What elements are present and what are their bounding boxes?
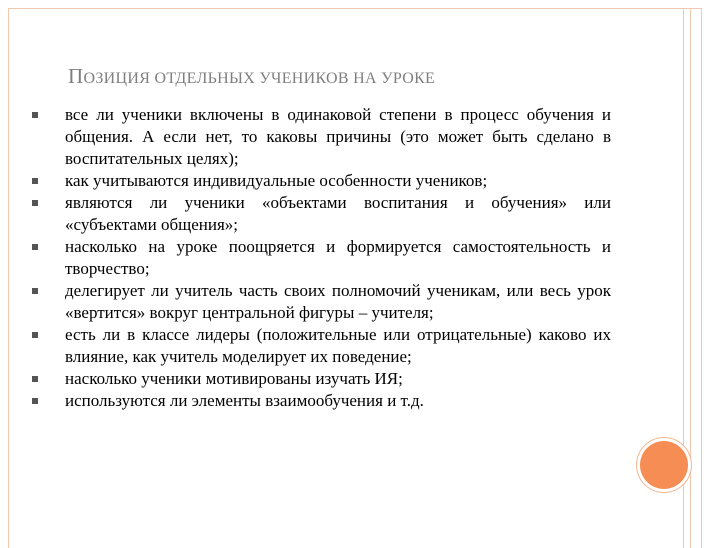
- list-item-text: насколько ученики мотивированы изучать ИЯ;: [65, 369, 403, 388]
- list-item-text: все ли ученики включены в одинаковой степени в процесс обучения и общения. А если нет, то каковы причины (это может быть сделано в воспитательных целях);: [65, 105, 611, 168]
- list-item-text: делегирует ли учитель часть своих полномочий ученикам, или весь урок «вертится» вокруг центральной фигуры – учителя;: [65, 281, 611, 322]
- bullet-icon: [32, 244, 38, 250]
- list-item: [65, 280, 611, 324]
- bullet-icon: [32, 200, 38, 206]
- bullet-icon: [32, 398, 38, 404]
- bullet-list: [65, 104, 611, 412]
- list-item: [65, 390, 611, 412]
- list-item-text: есть ли в классе лидеры (положительные или отрицательные) каково их влияние, как учитель моделирует их поведение;: [65, 325, 611, 366]
- title-first-letter: П: [68, 64, 84, 88]
- list-item-text: являются ли ученики «объектами воспитания и обучения» или «субъектами общения»;: [65, 193, 611, 234]
- list-item: [65, 104, 611, 170]
- list-item: [65, 236, 611, 280]
- list-item: [65, 192, 611, 236]
- list-item: [65, 368, 611, 390]
- bullet-icon: [32, 376, 38, 382]
- bullet-icon: [32, 112, 38, 118]
- bullet-icon: [32, 178, 38, 184]
- list-item-text: как учитываются индивидуальные особенности учеников;: [65, 171, 488, 190]
- slide-title: [68, 64, 628, 89]
- list-item: [65, 170, 611, 192]
- decorative-circle: [640, 441, 688, 489]
- list-item-text: используются ли элементы взаимообучения и т.д.: [65, 391, 424, 410]
- title-rest: ОЗИЦИЯ ОТДЕЛЬНЫХ УЧЕНИКОВ НА УРОКЕ: [83, 70, 436, 87]
- bullet-icon: [32, 288, 38, 294]
- list-item: [65, 324, 611, 368]
- bullet-icon: [32, 332, 38, 338]
- list-item-text: насколько на уроке поощряется и формируется самостоятельность и творчество;: [65, 237, 611, 278]
